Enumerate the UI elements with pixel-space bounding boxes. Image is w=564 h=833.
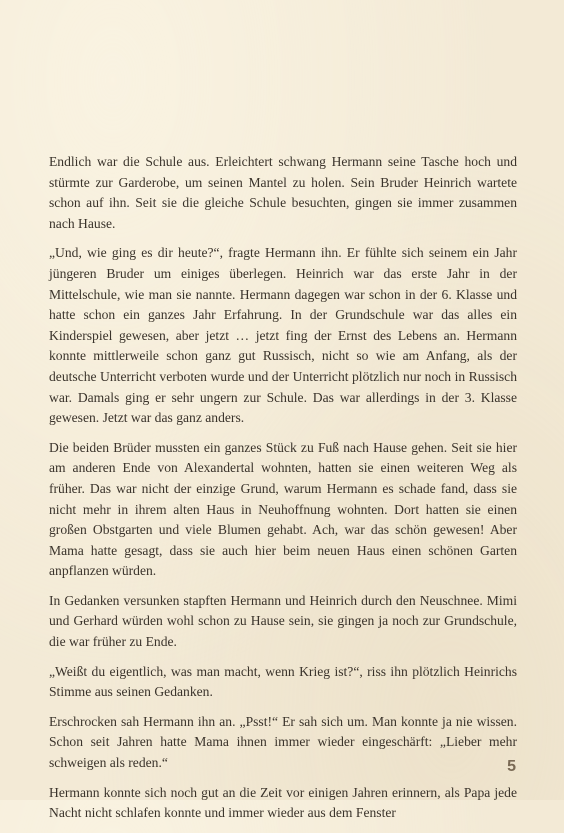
paragraph: Endlich war die Schule aus. Erleichtert schwang Hermann seine Tasche hoch und stürmte zur Garderobe, um seinen Mantel zu holen. Sein Bruder Heinrich wartete schon auf ihn. Seit sie die gleiche Schule besuchten, gingen sie immer zusammen nach Hause.: [49, 154, 517, 231]
paragraph: Die beiden Brüder mussten ein ganzes Stück zu Fuß nach Hause gehen. Seit sie hier am anderen Ende von Alexandertal wohnten, hatten sie einen weiteren Weg als früher. Das war nicht der einzige Grund, warum Hermann es schade fand, dass sie nicht mehr in ihrem alten Haus in Neuhoffnung wohnten. Dort hatten sie einen großen Obstgarten und viele Blumen gehabt. Ach, war das schön gewesen! Aber Mama hatte gesagt, dass sie auch hier beim neuen Haus einen schönen Garten anpflanzen würden.: [49, 439, 517, 579]
paragraph: „Weißt du eigentlich, was man macht, wenn Krieg ist?“, riss ihn plötzlich Heinrichs Stimme aus seinen Gedanken.: [49, 663, 517, 700]
paragraph: Erschrocken sah Hermann ihn an. „Psst!“ Er sah sich um. Man konnte ja nie wissen. Schon seit Jahren hatte Mama ihnen immer wieder eingeschärft: „Lieber mehr schweigen als reden.“: [49, 713, 517, 771]
paragraph: „Und, wie ging es dir heute?“, fragte Hermann ihn. Er fühlte sich seinem ein Jahr jüngeren Bruder um einiges überlegen. Heinrich war das erste Jahr in der Mittelschule, wie man sie nannte. Hermann dagegen war schon in der 6. Klasse und hatte schon ein ganzes Jahr Erfahrung. In der Grundschule war das alles ein Kinderspiel gewesen, aber jetzt … jetzt fing der Ernst des Lebens an. Hermann konnte mittlerweile schon ganz gut Russisch, nicht so wie am Anfang, als der deutsche Unterricht verboten wurde und der Unterricht plötzlich nur noch in Russisch war. Damals ging er sehr ungern zur Schule. Das war allerdings in der 3. Klasse gewesen. Jetzt war das ganz anders.: [49, 245, 517, 426]
paragraph: In Gedanken versunken stapften Hermann und Heinrich durch den Neuschnee. Mimi und Gerhard würden wohl schon zu Hause sein, sie gingen ja noch zur Grundschule, die war früher zu Ende.: [49, 592, 517, 650]
paragraph: Hermann konnte sich noch gut an die Zeit vor einigen Jahren erinnern, als Papa jede Nacht nicht schlafen konnte und immer wieder aus dem Fenster: [49, 784, 517, 821]
page-text: [49, 152, 517, 833]
page-number: 5: [507, 758, 516, 775]
